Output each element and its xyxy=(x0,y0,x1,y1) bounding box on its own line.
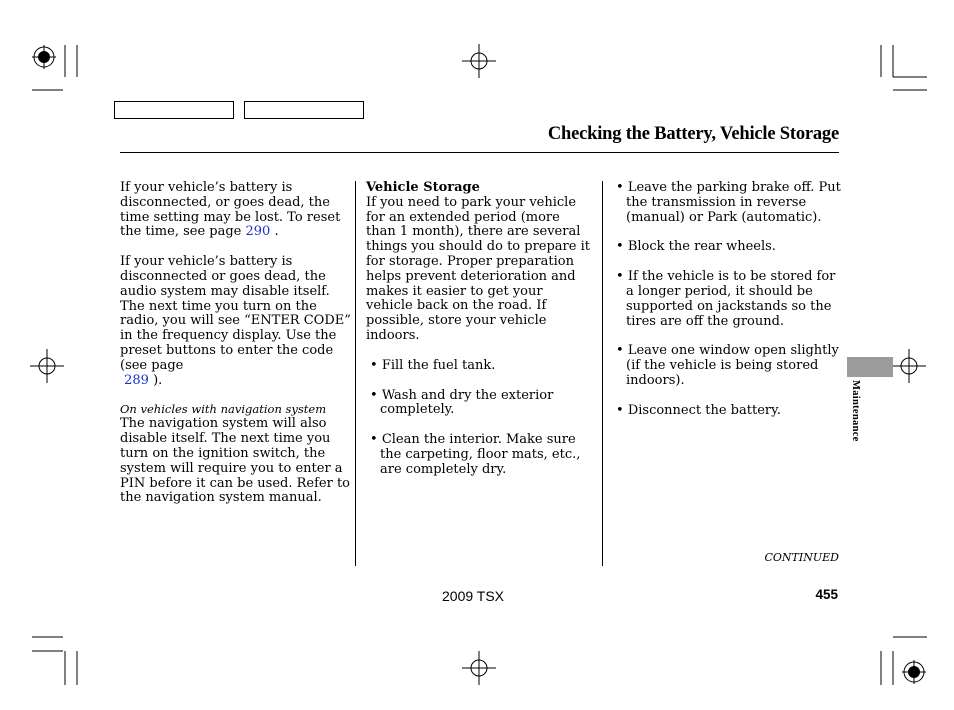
model-label: 2009 TSX xyxy=(442,588,505,604)
navigation-note: On vehicles with navigation system xyxy=(120,402,327,417)
page-number: 455 xyxy=(815,587,838,602)
battery-time-paragraph: If your vehicle’s battery is disconnected, or goes dead, the time setting may be lost. To reset the time, see page 290 . xyxy=(120,180,341,240)
continued-label: CONTINUED xyxy=(764,551,839,564)
nav-box-right[interactable] xyxy=(244,101,364,119)
storage-bullet: • Wash and dry the exterior completely. xyxy=(370,387,554,418)
maintenance-tab-label: Maintenance xyxy=(850,380,861,442)
column-divider-1 xyxy=(355,181,356,566)
column-divider-2 xyxy=(602,181,603,566)
page-link-289[interactable]: 289 xyxy=(124,372,149,388)
audio-code-paragraph: If your vehicle’s battery is disconnected or goes dead, the audio system may disable itself. The next time you turn on the radio, you will see “ENTER CODE” in the frequency display. Use the preset buttons to enter the code (see page 289 ). xyxy=(120,254,351,388)
title-rule xyxy=(120,152,839,153)
maintenance-tab[interactable] xyxy=(847,357,893,377)
page-link-290[interactable]: 290 xyxy=(245,224,271,240)
column-2 xyxy=(366,181,592,478)
storage-bullet: • Disconnect the battery. xyxy=(616,402,781,418)
storage-bullet: • Fill the fuel tank. xyxy=(370,357,496,373)
vehicle-storage-heading: Vehicle Storage xyxy=(366,180,480,195)
vehicle-storage-intro: If you need to park your vehicle for an extended period (more than 1 month), there are several things you should do to prepare it for storage. Proper preparation helps prevent deterioration and makes it easier to get your vehicle back on the road. If possible, store your vehicle indoors. xyxy=(366,194,590,343)
storage-bullet: • Leave the parking brake off. Put the transmission in reverse (manual) or Park (automatic). xyxy=(616,180,841,225)
storage-bullet: • Leave one window open slightly (if the vehicle is being stored indoors). xyxy=(616,343,839,388)
storage-bullet: • Block the rear wheels. xyxy=(616,239,776,255)
storage-bullet: • Clean the interior. Make sure the carpeting, floor mats, etc., are completely dry. xyxy=(370,432,581,477)
navigation-paragraph: The navigation system will also disable itself. The next time you turn on the ignition switch, the system will require you to enter a PIN before it can be used. Refer to the navigation system manual. xyxy=(120,416,350,506)
column-3 xyxy=(616,181,842,419)
page-title: Checking the Battery, Vehicle Storage xyxy=(547,124,839,144)
nav-box-left[interactable] xyxy=(114,101,234,119)
storage-bullet: • If the vehicle is to be stored for a longer period, it should be supported on jackstands so the tires are off the ground. xyxy=(616,269,836,329)
column-1 xyxy=(120,181,352,506)
